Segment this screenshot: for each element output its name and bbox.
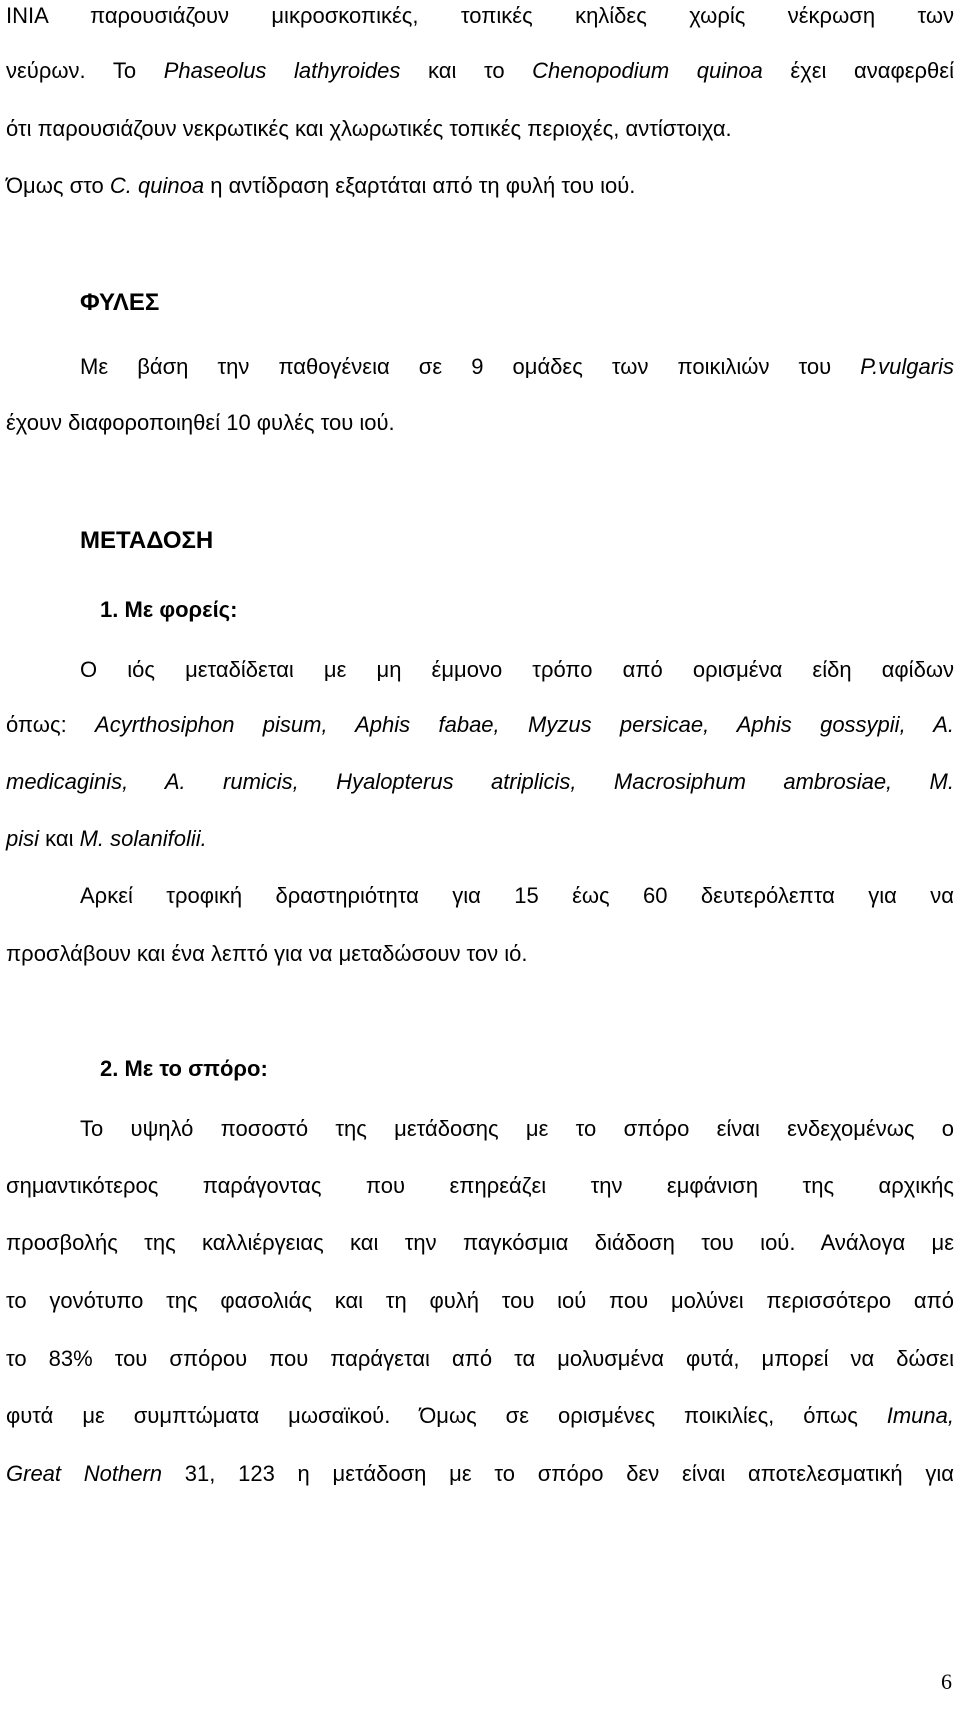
vectors-line-4-text: και bbox=[39, 826, 80, 851]
vectors-subheading: 1. Με φορείς: bbox=[100, 597, 238, 622]
variety-imuna: Imuna, bbox=[886, 1403, 954, 1428]
seed-line-2 bbox=[6, 1172, 954, 1200]
seed-line-7-text: 31, 123 η μετάδοση με το σπόρο δεν είναι αποτελεσματική για bbox=[162, 1461, 954, 1486]
intro-line-3-text: ότι παρουσιάζουν νεκρωτικές και χλωρωτικές τοπικές περιοχές, αντίστοιχα. bbox=[6, 116, 732, 141]
vectors-line-5 bbox=[80, 882, 954, 910]
seed-line-1-text: Το υψηλό ποσοστό της μετάδοσης με το σπόρο είναι ενδεχομένως ο bbox=[80, 1116, 954, 1141]
vectors-line-6 bbox=[6, 940, 954, 968]
seed-line-6-text: φυτά με συμπτώματα μωσαϊκού. Όμως σε ορισμένες ποικιλίες, όπως bbox=[6, 1403, 887, 1428]
intro-line-3 bbox=[6, 115, 954, 143]
vectors-line-4 bbox=[6, 825, 954, 853]
intro-line-2-text-c: έχει αναφερθεί bbox=[762, 58, 954, 83]
seed-line-3 bbox=[6, 1229, 954, 1257]
races-line-1-text: Με βάση την παθογένεια σε 9 ομάδες των ποικιλιών του bbox=[80, 354, 861, 379]
transmission-heading: ΜΕΤΑΔΟΣΗ bbox=[80, 527, 214, 554]
seed-line-1 bbox=[80, 1115, 954, 1143]
species-chenopodium-quinoa: Chenopodium quinoa bbox=[532, 58, 763, 83]
aphid-species-list-1: Acyrthosiphon pisum, Aphis fabae, Myzus persicae, Aphis gossypii, A. bbox=[95, 712, 954, 737]
races-line-2-text: έχουν διαφοροποιηθεί 10 φυλές του ιού. bbox=[6, 410, 395, 435]
vectors-line-2-text: όπως: bbox=[6, 712, 96, 737]
vectors-line-1 bbox=[80, 656, 954, 684]
vectors-line-2 bbox=[6, 711, 954, 739]
seed-line-2-text: σημαντικότερος παράγοντας που επηρεάζει την εμφάνιση της αρχικής bbox=[6, 1173, 954, 1198]
species-pisi: pisi bbox=[6, 826, 40, 851]
seed-line-4-text: το γονότυπο της φασολιάς και τη φυλή του ιού που μολύνει περισσότερο από bbox=[6, 1288, 954, 1313]
seed-line-6 bbox=[6, 1402, 954, 1430]
intro-line-4 bbox=[6, 172, 954, 200]
intro-line-4-text-b: η αντίδραση εξαρτάται από τη φυλή του ιού. bbox=[204, 173, 636, 198]
vectors-line-3 bbox=[6, 768, 954, 796]
races-line-1 bbox=[80, 353, 954, 381]
races-line-2 bbox=[6, 409, 954, 437]
intro-line-1 bbox=[6, 2, 954, 30]
vectors-line-6-text: προσλάβουν και ένα λεπτό για να μεταδώσουν τον ιό. bbox=[6, 941, 528, 966]
seed-subheading: 2. Με το σπόρο: bbox=[100, 1056, 268, 1081]
seed-line-5-text: το 83% του σπόρου που παράγεται από τα μολυσμένα φυτά, μπορεί να δώσει bbox=[6, 1346, 954, 1371]
aphid-species-list-2: medicaginis, A. rumicis, Hyalopterus atriplicis, Macrosiphum ambrosiae, M. bbox=[6, 769, 954, 794]
intro-line-1-text: ΙΝΙΑ παρουσιάζουν μικροσκοπικές, τοπικές κηλίδες χωρίς νέκρωση των bbox=[6, 3, 954, 28]
intro-line-2-text-b: και το bbox=[400, 58, 533, 83]
species-m-solanifolii: M. solanifolii. bbox=[79, 826, 207, 851]
species-phaseolus-lathyroides: Phaseolus lathyroides bbox=[163, 58, 401, 83]
seed-line-5 bbox=[6, 1345, 954, 1373]
vectors-line-5-text: Αρκεί τροφική δραστηριότητα για 15 έως 60 δευτερόλεπτα για να bbox=[80, 883, 954, 908]
seed-line-3-text: προσβολής της καλλιέργειας και την παγκόσμια διάδοση του ιού. Ανάλογα με bbox=[6, 1230, 954, 1255]
intro-line-4-text-a: Όμως στο bbox=[6, 173, 110, 198]
species-c-quinoa: C. quinoa bbox=[109, 173, 205, 198]
seed-line-4 bbox=[6, 1287, 954, 1315]
variety-great-nothern: Great Nothern bbox=[6, 1461, 163, 1486]
species-p-vulgaris: P.vulgaris bbox=[860, 354, 954, 379]
page-number: 6 bbox=[941, 1669, 952, 1694]
seed-line-7 bbox=[6, 1460, 954, 1488]
vectors-line-1-text: Ο ιός μεταδίδεται με μη έμμονο τρόπο από ορισμένα είδη αφίδων bbox=[80, 657, 954, 682]
intro-line-2-text-a: νεύρων. Το bbox=[6, 58, 164, 83]
intro-line-2 bbox=[6, 57, 954, 85]
races-heading: ΦΥΛΕΣ bbox=[80, 289, 160, 316]
